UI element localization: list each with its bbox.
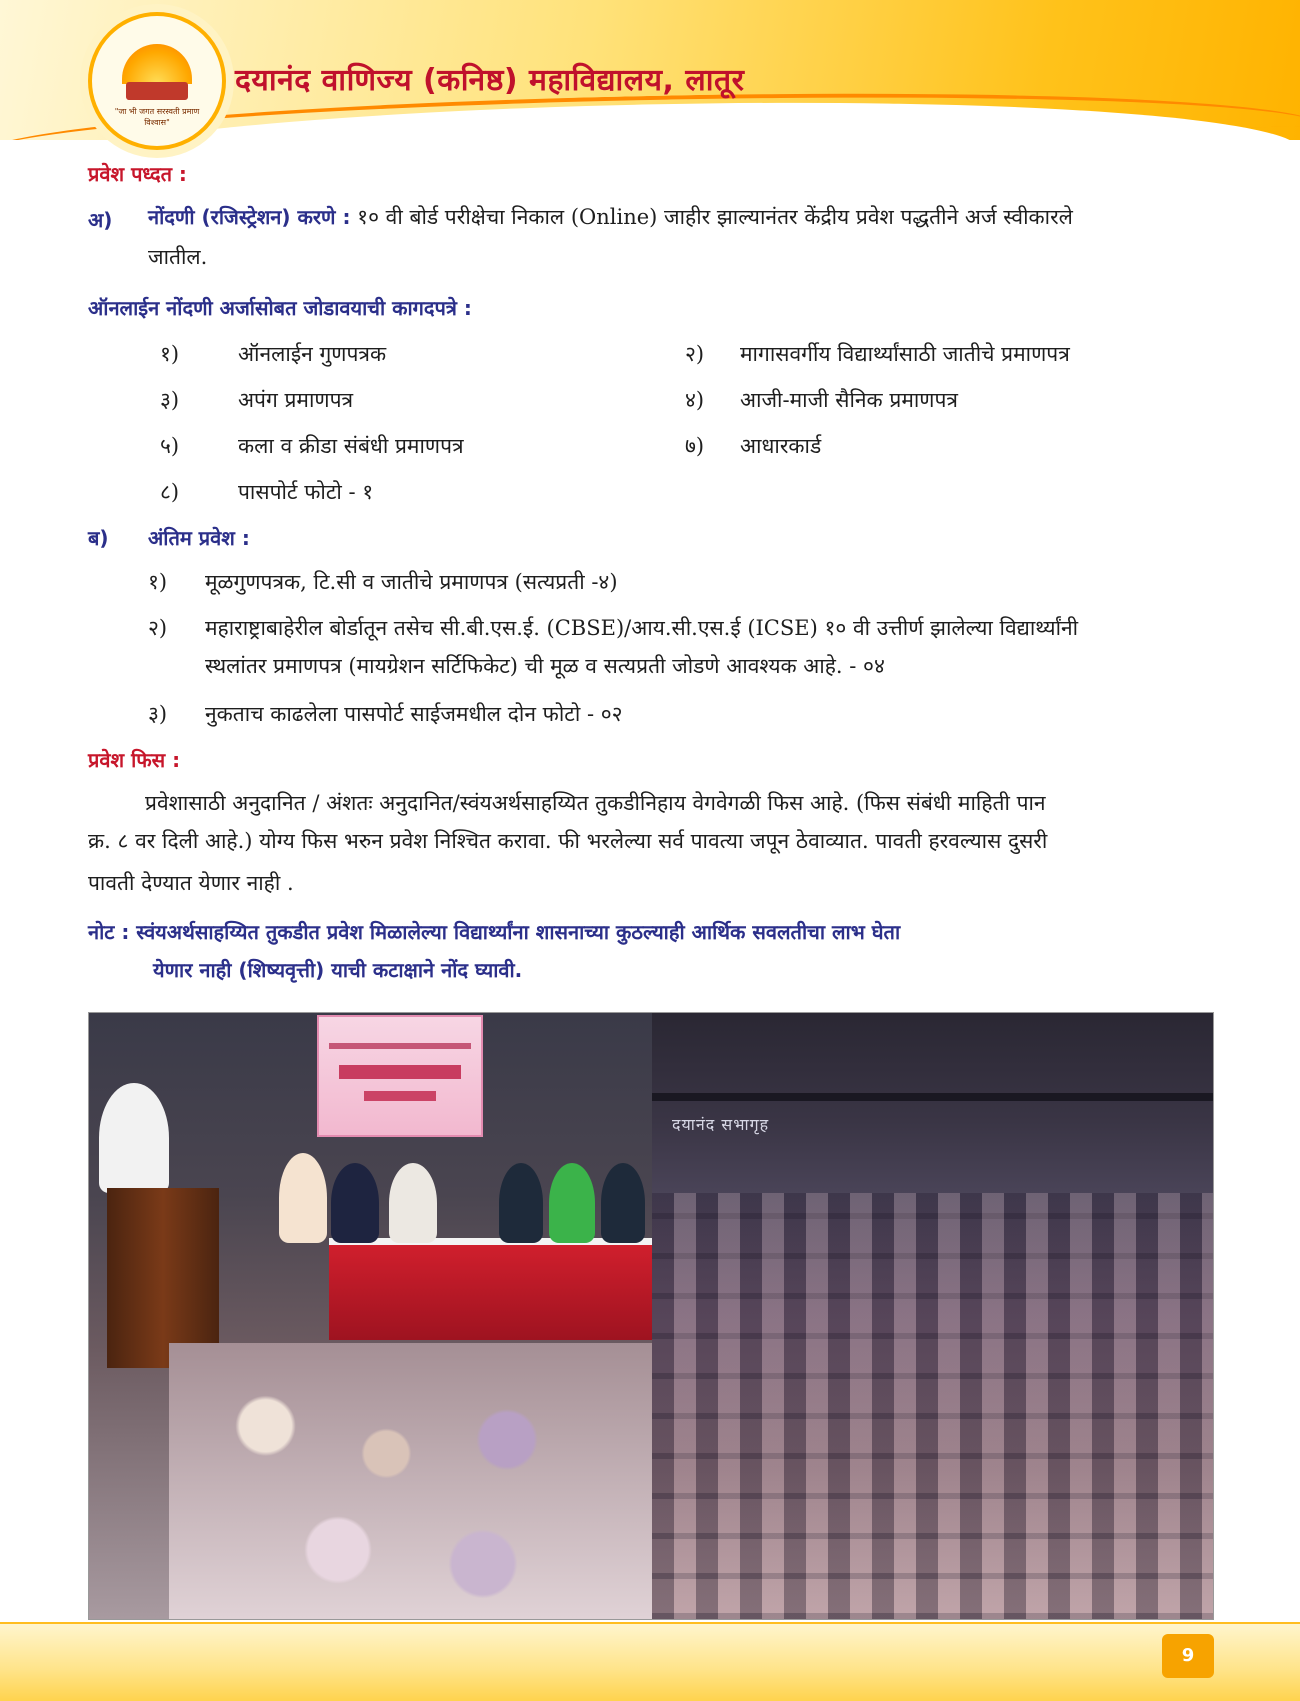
page-footer xyxy=(0,1622,1300,1701)
doc-label-5: कला व क्रीडा संबंधी प्रमाणपत्र xyxy=(238,434,464,458)
balcony-rail xyxy=(652,1093,1213,1101)
section-a-title: नोंदणी (रजिस्ट्रेशन) करणे : xyxy=(148,205,351,229)
admission-process-heading: प्रवेश पध्दत : xyxy=(88,162,187,186)
doc-label-3: अपंग प्रमाणपत्र xyxy=(238,388,354,412)
audience-seats xyxy=(652,1193,1213,1619)
speaker xyxy=(99,1083,169,1193)
guest xyxy=(499,1163,543,1243)
doc-num-1: १) xyxy=(160,342,180,366)
section-a-marker: अ) xyxy=(88,208,113,232)
page-number: 9 xyxy=(1162,1634,1214,1678)
guest xyxy=(331,1163,379,1243)
final-text-3: नुकताच काढलेला पासपोर्ट साईजमधील दोन फोटो - ०२ xyxy=(205,702,623,726)
final-num-3: ३) xyxy=(148,702,168,726)
college-title: दयानंद वाणिज्य (कनिष्ठ) महाविद्यालय, लातूर xyxy=(235,63,745,98)
guest xyxy=(549,1163,595,1243)
logo-motto: "जा भी जगत सरस्वती प्रमाण विश्वास" xyxy=(114,107,200,127)
doc-num-7: ७) xyxy=(685,434,705,458)
doc-num-2: २) xyxy=(685,342,705,366)
note-line-1: नोट : स्वंयअर्थसाहय्यित तुकडीत प्रवेश मिळालेल्या विद्यार्थ्यांना शासनाच्या कुठल्याही आर्थिक सवलतीचा लाभ घेता xyxy=(88,920,901,944)
fees-line-3: पावती देण्यात येणार नाही . xyxy=(88,871,294,895)
section-b-marker: ब) xyxy=(88,526,109,550)
section-a-line xyxy=(148,198,1212,237)
podium xyxy=(107,1188,219,1368)
auditorium-photo xyxy=(652,1013,1213,1619)
doc-label-1: ऑनलाईन गुणपत्रक xyxy=(238,342,387,366)
final-text-2-cont: स्थलांतर प्रमाणपत्र (मायग्रेशन सर्टिफिकेट) ची मूळ व सत्यप्रती जोडणे आवश्यक आहे. - ०४ xyxy=(205,654,885,678)
fees-line-2: क्र. ८ वर दिली आहे.) योग्य फिस भरुन प्रवेश निश्चित करावा. फी भरलेल्या सर्व पावत्या जपून ठेवाव्यात. पावती हरवल्यास दुसरी xyxy=(88,829,1048,853)
doc-label-4: आजी-माजी सैनिक प्रमाणपत्र xyxy=(740,388,959,412)
logo-book-icon xyxy=(126,82,188,100)
stage-table xyxy=(329,1245,652,1340)
guest xyxy=(601,1163,645,1243)
doc-num-5: ५) xyxy=(160,434,180,458)
doc-label-2: मागासवर्गीय विद्यार्थ्यांसाठी जातीचे प्रमाणपत्र xyxy=(740,342,1070,366)
guest xyxy=(389,1163,437,1243)
final-num-2: २) xyxy=(148,616,168,640)
front-row-audience xyxy=(169,1343,652,1619)
final-num-1: १) xyxy=(148,570,168,594)
section-a-text: १० वी बोर्ड परीक्षेचा निकाल (Online) जाहीर झाल्यानंतर केंद्रीय प्रवेश पद्धतीने अर्ज स्वीकारले xyxy=(357,205,1073,229)
fees-heading: प्रवेश फिस : xyxy=(88,748,181,772)
doc-num-4: ४) xyxy=(685,388,705,412)
college-logo xyxy=(88,12,226,150)
doc-num-8: ८) xyxy=(160,480,180,504)
doc-num-3: ३) xyxy=(160,388,180,412)
guest xyxy=(279,1153,327,1243)
event-photo-collage xyxy=(88,1012,1214,1620)
fees-line-1: प्रवेशासाठी अनुदानित / अंशतः अनुदानित/स्वंयअर्थसाहय्यित तुकडीनिहाय वेगवेगळी फिस आहे. (फिस संबंधी माहिती पान xyxy=(145,791,1046,815)
logo-sun-icon xyxy=(122,44,192,84)
final-text-2: महाराष्ट्राबाहेरील बोर्डातून तसेच सी.बी.एस.ई. (CBSE)/आय.सी.एस.ई (ICSE) १० वी उत्तीर्ण झालेल्या विद्यार्थ्यांनी xyxy=(205,616,1079,640)
doc-label-8: पासपोर्ट फोटो - १ xyxy=(238,480,374,504)
stage-photo xyxy=(89,1013,652,1619)
doc-label-7: आधारकार्ड xyxy=(740,434,822,458)
section-a-text-cont: जातील. xyxy=(148,245,208,269)
documents-heading: ऑनलाईन नोंदणी अर्जासोबत जोडावयाची कागदपत्रे : xyxy=(88,296,472,320)
note-line-2: येणार नाही (शिष्यवृत्ती) याची कटाक्षाने नोंद घ्यावी. xyxy=(153,958,523,982)
event-banner xyxy=(317,1015,483,1137)
final-text-1: मूळगुणपत्रक, टि.सी व जातीचे प्रमाणपत्र (सत्यप्रती -४) xyxy=(205,570,618,594)
section-b-title: अंतिम प्रवेश : xyxy=(148,526,250,550)
hall-sign: दयानंद सभागृह xyxy=(672,1115,770,1134)
footer-line xyxy=(0,1622,1300,1624)
